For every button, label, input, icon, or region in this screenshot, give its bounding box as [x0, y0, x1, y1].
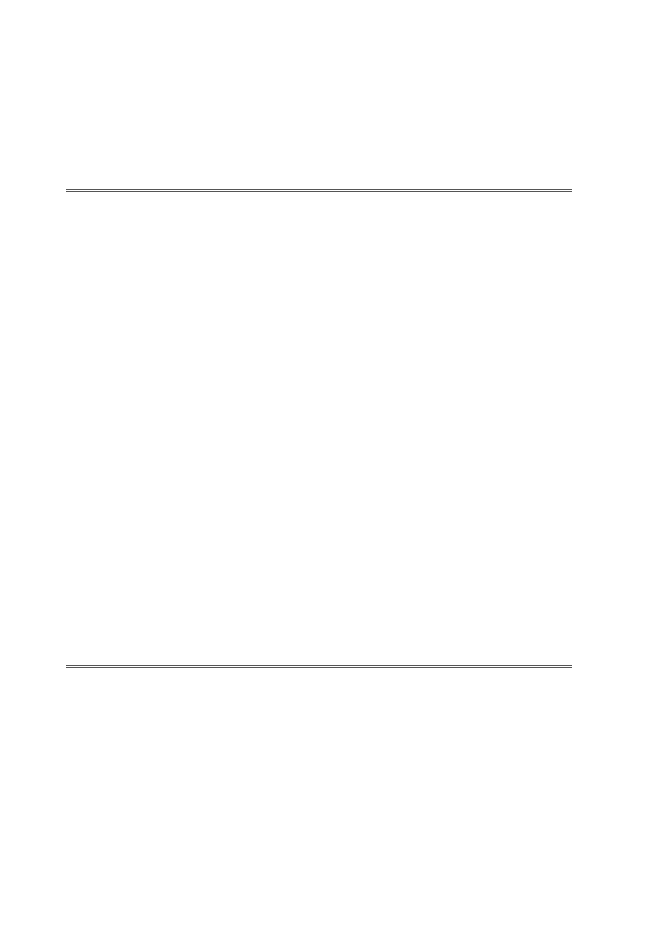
chapter-8-heading[interactable] — [66, 676, 572, 692]
chapter-7-section — [66, 189, 572, 222]
chapter-8-section — [66, 665, 572, 698]
chapter-7-heading[interactable] — [66, 200, 572, 216]
